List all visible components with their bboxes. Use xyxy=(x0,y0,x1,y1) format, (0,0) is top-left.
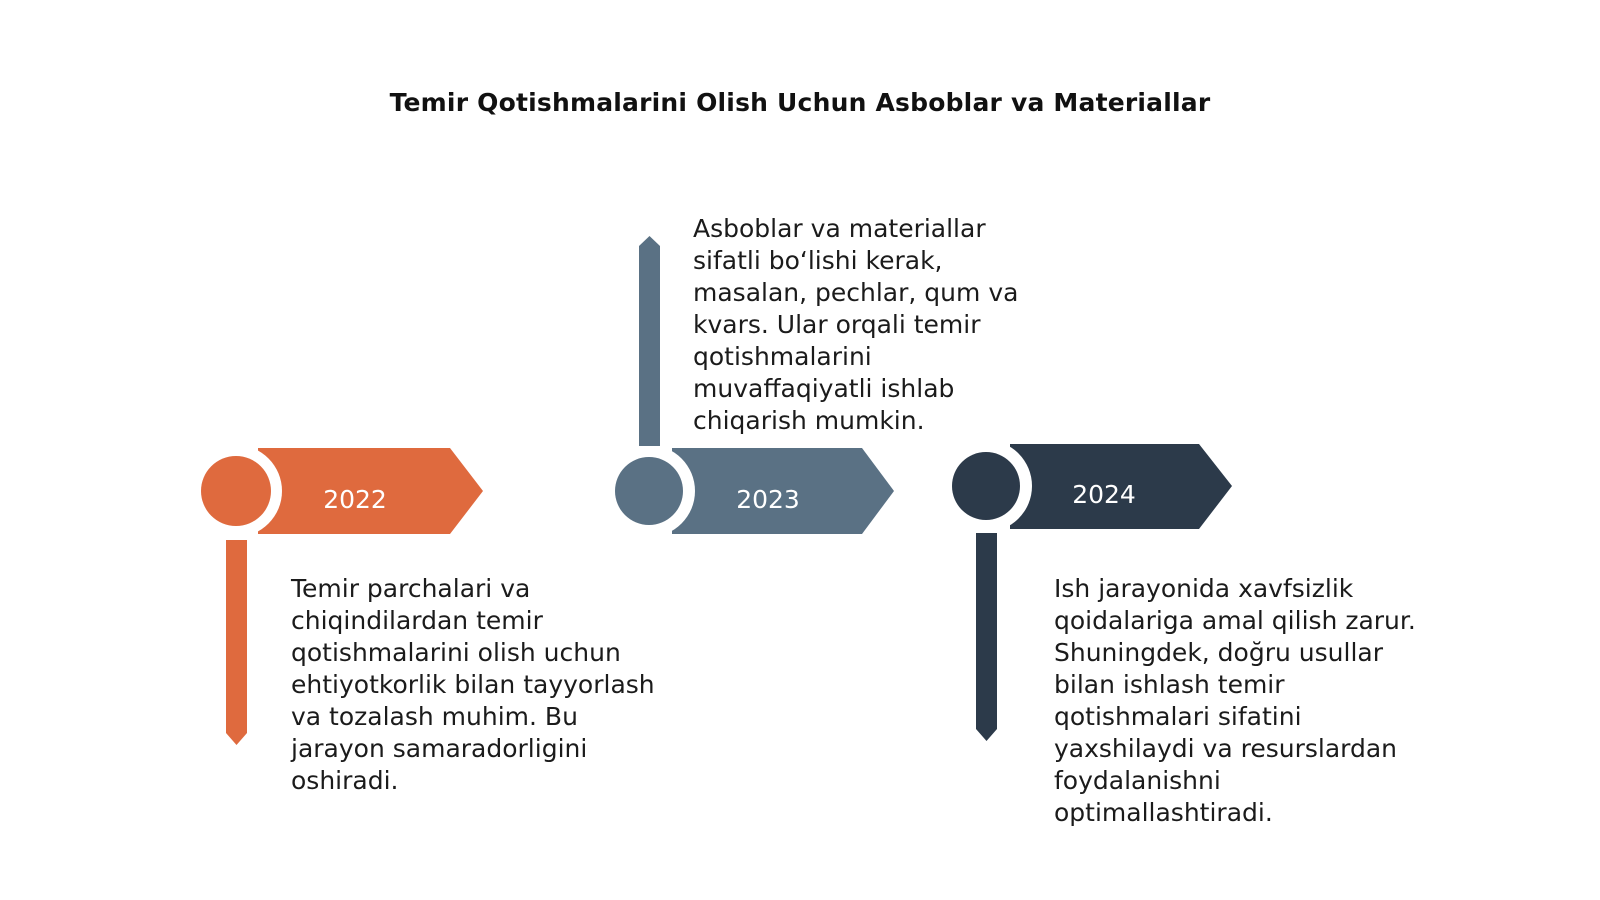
connector-dot-2022 xyxy=(201,456,271,526)
description-2023: Asboblar va materiallar sifatli bo‘lishi kerak, masalan, pechlar, qum va kvars. Ular orqali temir qotishmalarini muvaffaqiyatli ishlab chiqarish mumkin. xyxy=(693,214,1019,435)
stem-2022 xyxy=(226,540,247,733)
connector-dot-2024 xyxy=(952,452,1020,520)
diagram-title: Temir Qotishmalarini Olish Uchun Asboblar va Materiallar xyxy=(389,88,1211,117)
stem-tip-2023 xyxy=(639,236,660,246)
stem-tip-2022 xyxy=(226,733,247,745)
stem-tip-2024 xyxy=(976,729,997,741)
stem-2024 xyxy=(976,533,997,729)
year-label-2023: 2023 xyxy=(736,485,800,514)
year-label-2022: 2022 xyxy=(323,485,387,514)
description-2022: Temir parchalari va chiqindilardan temir qotishmalarini olish uchun ehtiyotkorlik bilan tayyorlash va tozalash muhim. Bu jarayon samaradorligini oshiradi. xyxy=(291,574,655,795)
description-2024: Ish jarayonida xavfsizlik qoidalariga amal qilish zarur. Shuningdek, doğru usullar bilan ishlash temir qotishmalari sifatini yaxshilaydi va resurslardan foydalanishni optimallashtiradi. xyxy=(1054,574,1416,827)
year-label-2024: 2024 xyxy=(1072,480,1136,509)
stem-2023 xyxy=(639,246,660,446)
connector-dot-2023 xyxy=(615,457,683,525)
